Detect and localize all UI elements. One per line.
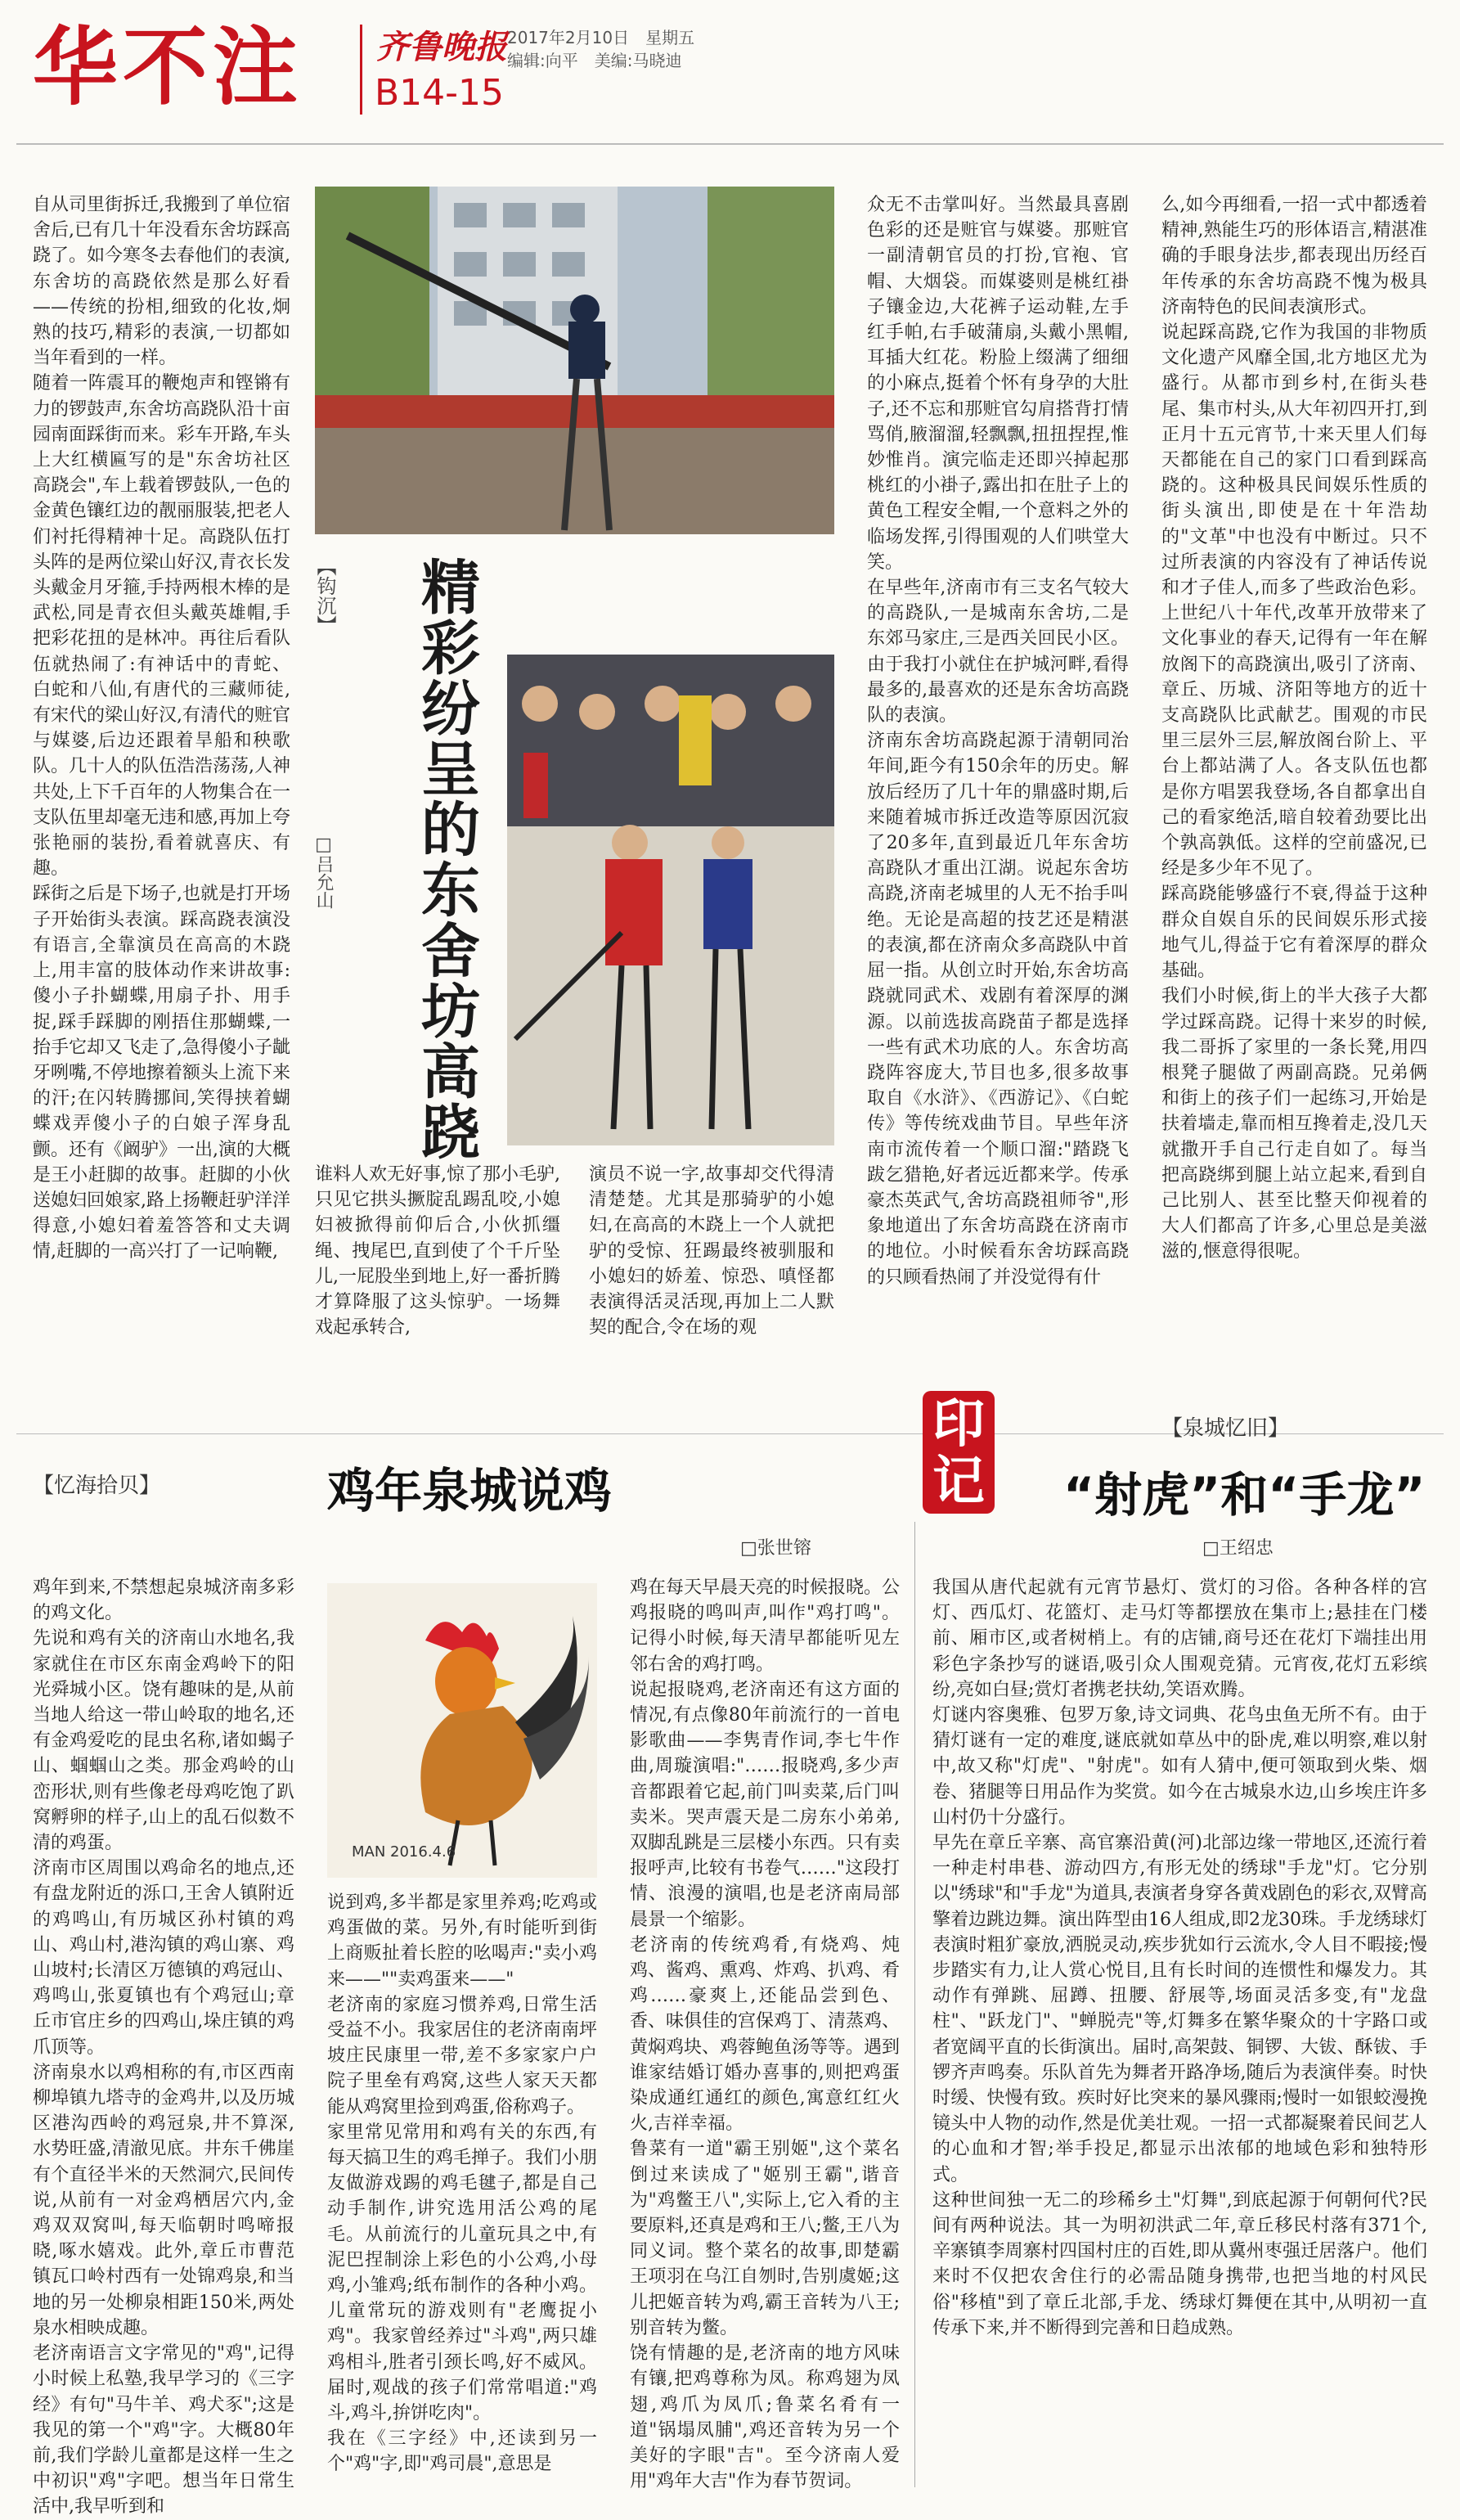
article3-byline: □王绍忠 [1202, 1538, 1274, 1559]
article1-column-5: 么,如今再细看,一招一式中都透着精神,熟能生巧的形体语言,精湛准确的手眼身法步,都表现出历经百年传承的东舍坊高跷不愧为极具济南特色的民间表演形式。 说起踩高跷,它作为我国的非物质文化遗产风靡全国,北方地区尤为盛行。从都市到乡村,在街头巷尾、集市村头,从大年初四开打,到正月十五元宵节,十来天里人们每天都能在自己的家门口看到踩高跷的。这种极具民间娱乐性质的街头演出,即使是在十年浩劫的"文革"中也没有中断过。只不过所表演的内容没有了神话传说和才子佳人,而多了些政治色彩。上世纪八十年代,改革开放带来了文化事业的春天,记得有一年在解放阁下的高跷演出,吸引了济南、章丘、历城、济阳等地方的近十支高跷队比武献艺。围观的市民里三层外三层,解放阁台阶上、平台上都站满了人。各支队伍也都是你方唱罢我登场,各自都拿出自己的看家绝活,暗自较着劲要比出个孰高孰低。这样的空前盛况,已经是多少年不见了。 踩高跷能够盛行不衰,得益于这种群众自娱自乐的民间娱乐形式接地气儿,得益于它有着深厚的群众基础。 我们小时候,街上的半大孩子大都学过踩高跷。记得十来岁的时候,我二哥拆了家里的一条长凳,用四根凳子腿做了两副高跷。兄弟俩和街上的孩子们一起练习,开始是扶着墙走,靠而相互搀着走,没几天就撒开手自己行走自如了。每当把高跷绑到腿上站立起来,看到自己比别人、甚至比整天仰视着的大人们都高了许多,心里总是美滋滋的,惬意得很呢。 [1161, 195, 1427, 1262]
article2-column-2: 说到鸡,多半都是家里养鸡;吃鸡或鸡蛋做的菜。另外,有时能听到街上商贩扯着长腔的吆喝声:"卖小鸡来——""卖鸡蛋来——" 老济南的家庭习惯养鸡,日常生活受益不小。我家居住的老济南南坪坡庄民康里一带,差不多家家户户院子里垒有鸡窝,这些人家天天都能从鸡窝里捡到鸡蛋,俗称鸡子。 家里常见常用和鸡有关的东西,有每天搞卫生的鸡毛掸子。我们小朋友做游戏踢的鸡毛毽子,都是自己动手制作,讲究选用活公鸡的尾毛。从前流行的儿童玩具之中,有泥巴捏制涂上彩色的小公鸡,小母鸡,小雏鸡;纸布制作的各种小鸡。儿童常玩的游戏则有"老鹰捉小鸡"。我家曾经养过"斗鸡",两只雄鸡相斗,胜者引颈长鸣,好不威风。届时,观战的孩子们常常唱道:"鸡斗,鸡斗,拚饼吃肉"。 我在《三字经》中,还读到另一个"鸡"字,即"鸡司晨",意思是 [327, 1892, 598, 2475]
article2-headline: 鸡年泉城说鸡 [327, 1463, 613, 1519]
section-title: 华不注 [33, 17, 303, 117]
article1-byline: □吕允山 [313, 835, 334, 909]
article1-kicker: 【钩沉】 [313, 556, 336, 635]
rooster-painting [327, 1583, 597, 1878]
stilt-photo-top [315, 187, 834, 534]
page-number: B14-15 [375, 72, 505, 114]
masthead-divider [360, 25, 362, 115]
painting-signature: MAN 2016.4.6 [352, 1843, 456, 1861]
editor-credit: 编辑:向平 [507, 51, 578, 70]
stilt-photo-bottom [507, 655, 834, 1145]
stilt-photo-top-image [315, 187, 834, 534]
article1-column-3: 演员不说一字,故事却交代得清清楚楚。尤其是那骑驴的小媳妇,在高高的木跷上一个人就把驴的受惊、狂踢最终被驯服和小媳妇的娇羞、惊恐、嗔怪都表演得活灵活现,再加上二人默契的配合,令在场的观 [589, 1164, 834, 1339]
article2-column-3: 鸡在每天早晨天亮的时候报晓。公鸡报晓的鸣叫声,叫作"鸡打鸣"。记得小时候,每天清早都能听见左邻右舍的鸡打鸣。 说起报晓鸡,老济南还有这方面的情况,有点像80年前流行的一首电影歌曲——李隽青作词,李七牛作曲,周璇演唱:"……报晓鸡,多少声音都跟着它起,前门叫卖菜,后门叫卖米。哭声震天是二房东小弟弟,双脚乱跳是三层楼小东西。只有卖报呼声,比较有书卷气……"这段打情、浪漫的演唱,也是老济南局部晨景一个缩影。 老济南的传统鸡肴,有烧鸡、炖鸡、酱鸡、熏鸡、炸鸡、扒鸡、肴鸡……豪爽上,还能品尝到色、香、味俱佳的宫保鸡丁、清蒸鸡、黄焖鸡块、鸡蓉鲍鱼汤等等。遇到谁家结婚订婚办喜事的,则把鸡蛋染成通红通红的颜色,寓意红红火火,吉祥幸福。 鲁菜有一道"霸王别姬",这个菜名倒过来读成了"姬别王霸",谐音为"鸡鳖王八",实际上,它入肴的主要原料,还真是鸡和王八;鳖,王八为同义词。整个菜名的故事,即楚霸王项羽在乌江自刎时,告别虞姬;这儿把姬音转为鸡,霸王音转为八王;别音转为鳖。 饶有情趣的是,老济南的地方风味有镶,把鸡尊称为凤。称鸡翅为凤翅,鸡爪为凤爪;鲁菜名肴有一道"锅塌凤脯",鸡还音转为另一个美好的字眼"吉"。至今济南人爱用"鸡年大吉"作为春节贺词。 [630, 1577, 901, 2492]
seal-text: 印记 [932, 1394, 985, 1512]
masthead-rule [16, 143, 1444, 145]
article1-column-4: 众无不击掌叫好。当然最具喜剧色彩的还是赃官与媒婆。那赃官一副清朝官员的打扮,官袍、官帽、大烟袋。而媒婆则是桃红褂子镶金边,大花裤子运动鞋,左手红手帕,右手破蒲扇,头戴小黑帽,耳插大红花。粉脸上缀满了细细的小麻点,挺着个怀有身孕的大肚子,还不忘和那赃官勾肩搭背打情骂俏,腋溜溜,轻飘飘,扭扭捏捏,惟妙惟肖。演完临走还即兴掉起那桃红的小褂子,露出扣在肚子上的黄色工程安全帽,一个意料之外的临场发挥,引得围观的人们哄堂大笑。 在早些年,济南市有三支名气较大的高跷队,一是城南东舍坊,二是东郊马家庄,三是西关回民小区。由于我打小就住在护城河畔,看得最多的,最喜欢的还是东舍坊高跷队的表演。 济南东舍坊高跷起源于清朝同治年间,距今有150余年的历史。解放后经历了几十年的鼎盛时期,后来随着城市拆迁改造等原因沉寂了20多年,直到最近几年东舍坊高跷队才重出江湖。说起东舍坊高跷,济南老城里的人无不抬手叫绝。无论是高超的技艺还是精湛的表演,都在济南众多高跷队中首屈一指。从创立时开始,东舍坊高跷就同武术、戏剧有着深厚的渊源。以前选拔高跷苗子都是选择一些有武术功底的人。东舍坊高跷阵容庞大,节目也多,很多故事取自《水浒》、《西游记》、《白蛇传》等传统戏曲节目。早些年济南市流传着一个顺口溜:"踏跷飞跋乞猎艳,好者远近都来学。传承豪杰英武气,舍坊高跷祖师爷",形象地道出了东舍坊高跷在济南市的地位。小时候看东舍坊踩高跷的只顾看热闹了并没觉得有什 [867, 195, 1129, 1288]
newspaper-logo: 齐鲁晚报 [376, 28, 507, 66]
issue-date: 2017年2月10日 [507, 28, 630, 47]
article3-kicker: 【泉城忆旧】 [1161, 1416, 1290, 1441]
article3-column-1: 我国从唐代起就有元宵节悬灯、赏灯的习俗。各种各样的宫灯、西瓜灯、花篮灯、走马灯等都摆放在集市上;悬挂在门楼前、厢市区,或者树梢上。有的店铺,商号还在花灯下端挂出用彩色字条抄写的谜语,吸引众人围观竞猜。元宵夜,花灯五彩缤纷,亮如白昼;赏灯者携老扶幼,笑语欢腾。 灯谜内容奥雅、包罗万象,诗文词典、花鸟虫鱼无所不有。由于猜灯谜有一定的难度,谜底就如草丛中的卧虎,难以明察,难以射中,故又称"灯虎"、"射虎"。如有人猜中,便可领取到火柴、烟卷、猪腿等日用品作为奖赏。如今在古城泉水边,山乡埃庄许多山村仍十分盛行。 早先在章丘辛寨、高官寨沿黄(河)北部边缘一带地区,还流行着一种走村串巷、游动四方,有形无处的绣球"手龙"灯。它分别以"绣球"和"手龙"为道具,表演者身穿各黄戏剧色的彩衣,双臂高擎着边跳边舞。演出阵型由16人组成,即2龙30珠。手龙绣球灯表演时粗犷豪放,洒脱灵动,疾步犹如行云流水,令人目不暇接;慢步踏实有力,让人赏心悦目,且有长时间的连惯性和爆发力。其动作有弹跳、屈蹲、扭腰、舒展等,场面灵活多变,有"龙盘柱"、"跃龙门"、"蝉脱壳"等,灯舞多在繁华聚众的十字路口或者宽阔平直的长街演出。届时,高架鼓、铜锣、大钹、酥钹、手锣齐声鸣奏。乐队首先为舞者开路净场,随后为表演伴奏。时快时缓、快慢有致。疾时好比突来的暴风骤雨;慢时一如银蛟漫挽镜头中人物的动作,然是优美壮观。一招一式都凝聚着民间艺人的心血和才智;举手投足,都显示出浓郁的地域色彩和独特形式。 这种世间独一无二的珍稀乡土"灯舞",到底起源于何朝何代?民间有两种说法。其一为明初洪武二年,章丘移民村落有371个,辛寨镇李周寨村四国村庄的百姓,即从冀州枣强迁居落户。他们来时不仅把农舍住行的必需品随身携带,也把当地的村风民俗"移植"到了章丘北部,手龙、绣球灯舞便在其中,从明初一直传承下来,并不断得到完善和日趋成熟。 [932, 1577, 1427, 2338]
article2-byline: □张世镕 [740, 1538, 811, 1559]
article2-kicker: 【忆海拾贝】 [33, 1474, 161, 1498]
section-seal [923, 1391, 995, 1514]
article1-headline: 精彩纷呈的东舍坊高跷 [411, 556, 480, 1162]
article1-column-2: 谁料人欢无好事,惊了那小毛驴,只见它拱头撅腚乱踢乱咬,小媳妇被掀得前仰后合,小伙抓缰绳、拽尾巴,直到使了个千斤坠儿,一屁股坐到地上,好一番折腾才算降服了这头惊驴。一场舞戏起承转合, [315, 1164, 560, 1339]
masthead-meta [507, 26, 711, 72]
rooster-painting-image [327, 1583, 597, 1878]
stilt-photo-bottom-image [507, 655, 834, 1145]
article2-column-1: 鸡年到来,不禁想起泉城济南多彩的鸡文化。 先说和鸡有关的济南山水地名,我家就住在市区东南金鸡岭下的阳光舜城小区。饶有趣味的是,从前当地人给这一带山岭取的地名,还有金鸡爱吃的昆虫名称,诸如蝎子山、蝈蝈山之类。那金鸡岭的山峦形状,则有些像老母鸡吃饱了趴窝孵卵的样子,山上的乱石似数不清的鸡蛋。 济南市区周围以鸡命名的地点,还有盘龙附近的泺口,王舍人镇附近的鸡鸣山,有历城区孙村镇的鸡山、鸡山村,港沟镇的鸡山寨、鸡山坡村;长清区万德镇的鸡冠山、鸡鸣山,张夏镇也有个鸡冠山;章丘市官庄乡的四鸡山,垛庄镇的鸡爪顶等。 济南泉水以鸡相称的有,市区西南柳埠镇九塔寺的金鸡井,以及历城区港沟西岭的鸡冠泉,井不算深,水势旺盛,清澈见底。井东千佛崖有个直径半米的天然洞穴,民间传说,从前有一对金鸡栖居穴内,金鸡双双窝叫,每天临朝时鸣啼报晓,啄水嬉戏。此外,章丘市曹范镇瓦口岭村西有一处锦鸡泉,和当地的另一处柳泉相距150米,两处泉水相映成趣。 老济南语言文字常见的"鸡",记得小时候上私塾,我早学习的《三字经》有句"马牛羊、鸡犬豕";这是我见的第一个"鸡"字。大概80年前,我们学龄儿童都是这样一生之中初识"鸡"字吧。想当年日常生活中,我早听到和 [33, 1577, 294, 2518]
designer-credit: 美编:马晓迪 [594, 51, 682, 70]
article3-headline: “射虎”和“手龙” [1063, 1467, 1426, 1523]
issue-weekday: 星期五 [645, 28, 695, 47]
column-divider [914, 1522, 915, 2487]
article1-column-1: 自从司里街拆迁,我搬到了单位宿舍后,已有几十年没看东舍坊踩高跷了。如今寒冬去春他们的表演,东舍坊的高跷依然是那么好看——传统的扮相,细致的化妆,炯熟的技巧,精彩的表演,一切都如当年看到的一样。 随着一阵震耳的鞭炮声和铿锵有力的锣鼓声,东舍坊高跷队沿十亩园南面踩街而来。彩车开路,车头上大红横匾写的是"东舍坊社区高跷会",车上载着锣鼓队,一色的金黄色镶红边的靓丽服装,把老人们衬托得精神十足。高跷队伍打头阵的是两位梁山好汉,青衣长发头戴金月牙箍,手持两根木棒的是武松,同是青衣但头戴英雄帽,手把彩花扭的是林冲。再往后看队伍就热闹了:有神话中的青蛇、白蛇和八仙,有唐代的三藏师徒,有宋代的梁山好汉,有清代的赃官与媒婆,后边还跟着旱船和秧歌队。几十人的队伍浩浩荡荡,人神共处,上下千百年的人物集合在一支队伍里却毫无违和感,再加上夸张艳丽的装扮,看着就喜庆、有趣。 踩街之后是下场子,也就是打开场子开始街头表演。踩高跷表演没有语言,全靠演员在高高的木跷上,用丰富的肢体动作来讲故事:傻小子扑蝴蝶,用扇子扑、用手捉,踩手踩脚的刚捂住那蝴蝶,一抬手它却又飞走了,急得傻小子龇牙咧嘴,不停地擦着额头上流下来的汗;在闪转腾挪间,笑得挟着蝴蝶戏弄傻小子的白娘子浑身乱颤。还有《阚驴》一出,演的大概是王小赶脚的故事。赶脚的小伙送媳妇回娘家,路上扬鞭赶驴洋洋得意,小媳妇着羞答答和丈夫调情,赶脚的一高兴打了一记响鞭, [33, 195, 290, 1262]
